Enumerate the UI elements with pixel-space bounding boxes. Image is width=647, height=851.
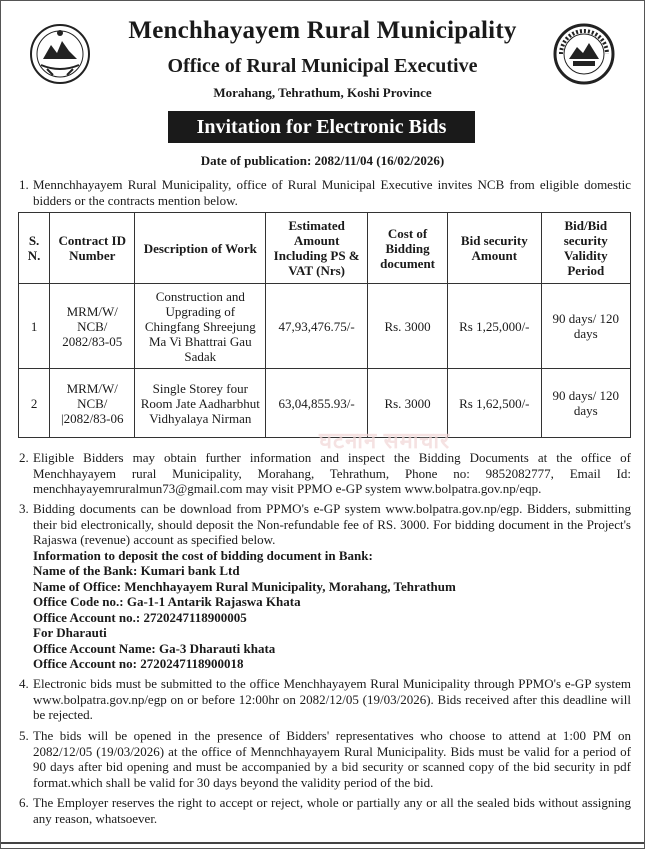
cell-estimated-amount: 63,04,855.93/- [266, 369, 368, 438]
office-name: Office of Rural Municipal Executive [167, 55, 478, 77]
bottom-rule [1, 842, 644, 844]
paragraph-3 [19, 501, 631, 672]
cell-contract-id: MRM/W/ NCB/ |2082/83-06 [50, 369, 135, 438]
cell-document-cost: Rs. 3000 [368, 284, 448, 369]
office-name-line: Name of Office: Menchhayayem Rural Municipality, Morahang, Tehrathum [33, 578, 456, 594]
cell-description: Single Storey four Room Jate Aadharbhut Vidhyalaya Nirman [135, 369, 266, 438]
cell-validity: 90 days/ 120 days [541, 369, 630, 438]
paragraph-number: 1. [19, 177, 29, 192]
header-contract-id: Contract ID Number [50, 213, 135, 284]
cell-sn: 2 [19, 369, 50, 438]
notice-banner: Invitation for Electronic Bids [168, 111, 475, 143]
paragraph-2 [19, 450, 631, 497]
paragraph-text: The Employer reserves the right to accept or reject, whole or partially any or all the sealed bids without assigning any reason, whatsoever. [33, 795, 631, 826]
cell-description: Construction and Upgrading of Chingfang Shreejung Ma Vi Bhattrai Gau Sadak [135, 284, 266, 369]
paragraph-4 [19, 676, 631, 723]
cell-validity: 90 days/ 120 days [541, 284, 630, 369]
cell-estimated-amount: 47,93,476.75/- [266, 284, 368, 369]
paragraph-6 [19, 795, 631, 826]
cell-document-cost: Rs. 3000 [368, 369, 448, 438]
dharauti-heading: For Dharauti [33, 625, 107, 640]
paragraph-text: Bidding documents can be download from PPMO's e-GP system www.bolpatra.gov.np/egp. Bidders, submitting their bid electronically, should deposit the Non-refundable fee of RS. 3000. For bidding document in the Project's Rajaswa (revenue) account as specified below. [33, 501, 631, 547]
dharauti-account-no: Office Account no: 2720247118900018 [33, 656, 244, 671]
municipality-name: Menchhayayem Rural Municipality [128, 17, 517, 44]
dharauti-account-name: Office Account Name: Ga-3 Dharauti khata [33, 640, 276, 656]
notice-header [1, 1, 644, 109]
municipality-seal-icon [553, 23, 615, 85]
table-header-row [19, 213, 631, 284]
watermark-text: घटनान समाचार [319, 428, 451, 453]
paragraph-text: Mennchhayayem Rural Municipality, office of Rural Municipal Executive invites NCB from eligible domestic bidders or the contracts mention below. [33, 177, 631, 208]
cell-sn: 1 [19, 284, 50, 369]
paragraph-1 [19, 177, 631, 208]
header-sn: S. N. [19, 213, 50, 284]
cell-bid-security: Rs 1,25,000/- [448, 284, 542, 369]
header-validity: Bid/Bid security Validity Period [541, 213, 630, 284]
office-account-no: Office Account no.: 2720247118900005 [33, 609, 247, 625]
paragraph-text: Electronic bids must be submitted to the office Menchhayayem Rural Municipality through PPMO's e-GP system www.bolpatra.gov.np/egp on or before 12:00hr on 2082/12/05 (19/03/2026). Bids received after this deadline will be rejected. [33, 676, 631, 722]
header-estimated-amount: Estimated Amount Including PS & VAT (Nrs) [266, 213, 368, 284]
office-address: Morahang, Tehrathum, Koshi Province [213, 85, 432, 100]
paragraph-number: 2. [19, 450, 29, 465]
paragraph-number: 3. [19, 501, 29, 516]
header-bid-security: Bid security Amount [448, 213, 542, 284]
paragraph-text: The bids will be opened in the presence of Bidders' representatives who choose to attend at 1:00 PM on 2082/12/05 (19/03/2026) at the office of Mennchhayayem Rural Municipality. Bids must be valid for a period of 90 days after bid opening and must be accompanied by a bid security or scanned copy of the bid security in pdf format.which shall be valid for 30 days beyond the validity period of the bid. [33, 728, 631, 790]
table-row [19, 284, 631, 369]
header-description: Description of Work [135, 213, 266, 284]
paragraph-number: 5. [19, 728, 29, 743]
cell-contract-id: MRM/W/ NCB/ 2082/83-05 [50, 284, 135, 369]
paragraph-5 [19, 728, 631, 790]
publication-date: Date of publication: 2082/11/04 (16/02/2026) [200, 153, 445, 168]
paragraph-text: Eligible Bidders may obtain further information and inspect the Bidding Documents at the office of Menchhayayem rural Municipality, Morahang, Tehrathum, Phone no: 9852082777, Email Id: menchhayayemruralmun73@gmail.com may visit PPMO e-GP system www.bolpatra.gov.np/eqp. [33, 450, 631, 496]
paragraph-number: 4. [19, 676, 29, 691]
contracts-table [18, 212, 631, 438]
header-document-cost: Cost of Bidding document [368, 213, 448, 284]
bank-name: Name of the Bank: Kumari bank Ltd [33, 563, 240, 578]
paragraph-number: 6. [19, 795, 29, 810]
bank-info-heading: Information to deposit the cost of bidding document in Bank: [33, 547, 373, 563]
office-code: Office Code no.: Ga-1-1 Antarik Rajaswa Khata [33, 594, 301, 609]
cell-bid-security: Rs 1,62,500/- [448, 369, 542, 438]
